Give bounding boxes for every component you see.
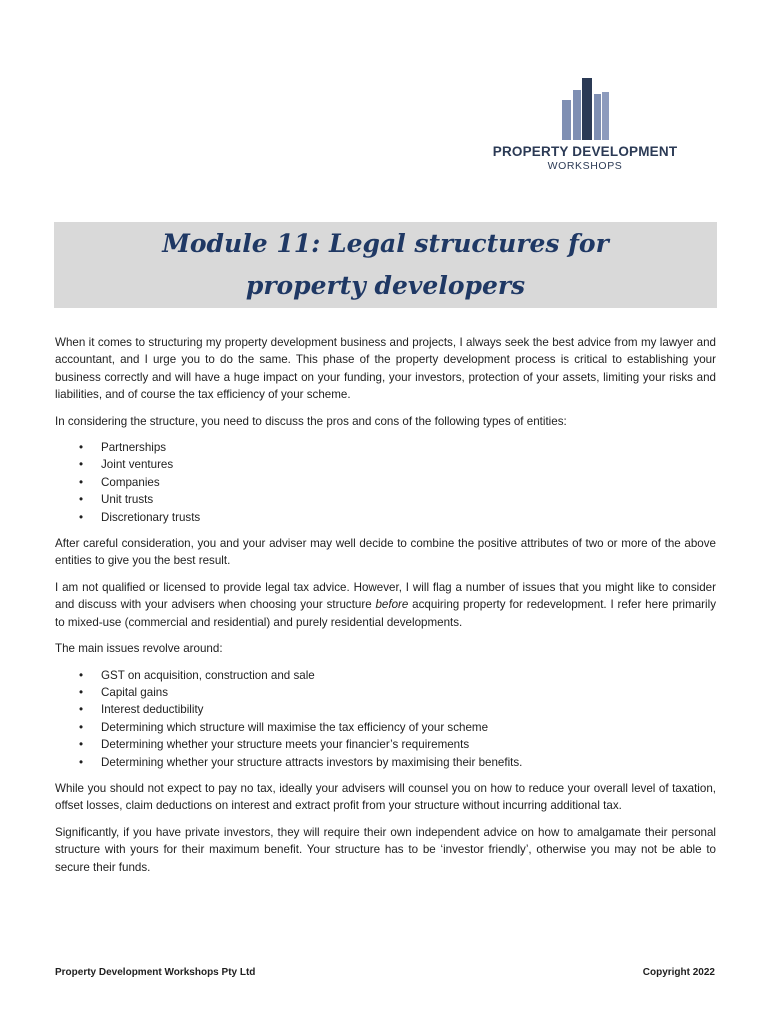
list-item: • Determining whether your structure attracts investors by maximising their benefits.	[101, 754, 716, 771]
entities-list	[55, 439, 716, 526]
entities-intro-paragraph: In considering the structure, you need to discuss the pros and cons of the following types of entities:	[55, 414, 567, 428]
combine-entities-paragraph: After careful consideration, you and your adviser may well decide to combine the positive attributes of two or more of the above entities to give you the best result.	[55, 537, 716, 568]
disclaimer-text-end: acquiring property for redevelopment. I refer here primarily to mixed-use (commercial and residential) and purely residential developments.	[55, 598, 716, 629]
page-footer	[55, 967, 715, 978]
list-item: • Determining whether your structure meets your financier’s requirements	[101, 736, 716, 753]
list-item: • Discretionary trusts	[101, 509, 716, 526]
issues-intro-paragraph: The main issues revolve around:	[55, 642, 223, 656]
company-logo	[470, 78, 700, 188]
list-item: • Capital gains	[101, 684, 716, 701]
investor-paragraph: Significantly, if you have private investors, they will require their own independent advice on how to amalgamate their personal structure with yours for their maximum benefit. Your structure has to be ‘investor friendly’, otherwise you may not be able to secure their funds.	[55, 825, 716, 874]
list-item: • Determining which structure will maximise the tax efficiency of your scheme	[101, 719, 716, 736]
disclaimer-emphasis: before	[375, 598, 409, 612]
list-item: • Unit trusts	[101, 491, 716, 508]
intro-paragraph: When it comes to structuring my property development business and projects, I always seek the best advice from my lawyer and accountant, and I urge you to do the same. This phase of the property development process is critical to establishing your business correctly and will have a huge impact on your funding, your investors, protection of your assets, limiting your risks and liabilities, and of course the tax efficiency of your scheme.	[55, 336, 716, 402]
list-item: • Partnerships	[101, 439, 716, 456]
list-item: • Companies	[101, 474, 716, 491]
module-title-banner	[54, 222, 717, 308]
logo-company-subtitle: WORKSHOPS	[547, 160, 623, 172]
page-title: Module 11: Legal structures for property developers	[162, 229, 609, 300]
list-item: • Interest deductibility	[101, 701, 716, 718]
list-item: • GST on acquisition, construction and sale	[101, 667, 716, 684]
issues-list	[55, 667, 716, 771]
list-item: • Joint ventures	[101, 456, 716, 473]
footer-company: Property Development Workshops Pty Ltd	[55, 967, 256, 978]
tax-paragraph: While you should not expect to pay no tax, ideally your advisers will counsel you on how to reduce your overall level of taxation, offset losses, claim deductions on interest and extract profit from your structure without incurring additional tax.	[55, 781, 716, 813]
document-body	[55, 334, 716, 885]
building-bars-icon	[559, 78, 611, 140]
footer-copyright: Copyright 2022	[642, 967, 715, 978]
disclaimer-text-start: I am not qualified or licensed to provide legal tax advice. However, I will flag a number of issues that you might like to consider and discuss with your advisers when choosing your structure	[55, 580, 716, 612]
logo-company-name: PROPERTY DEVELOPMENT	[492, 144, 678, 159]
disclaimer-paragraph	[55, 579, 716, 631]
